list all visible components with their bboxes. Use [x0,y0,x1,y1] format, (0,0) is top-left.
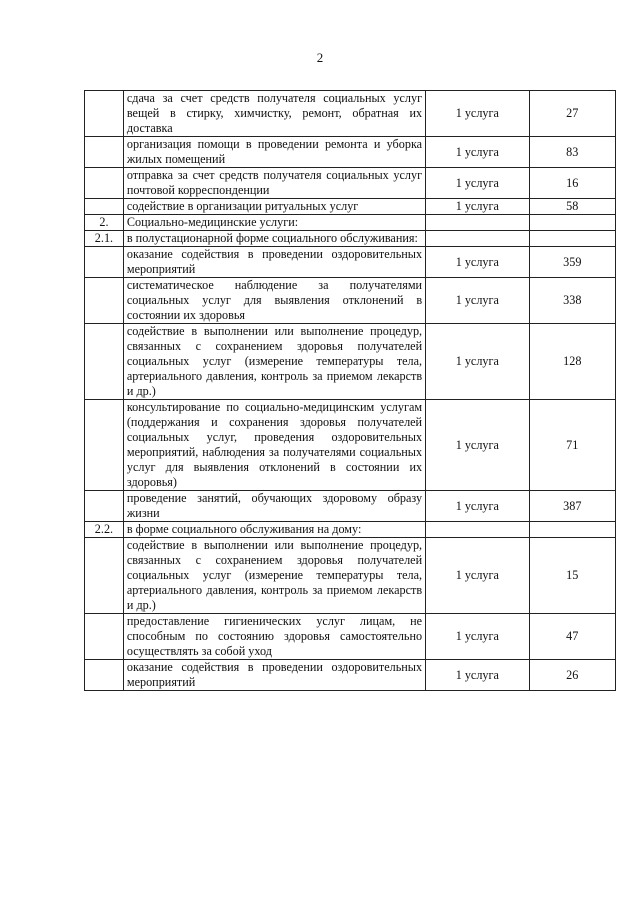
table-row [85,400,616,491]
table-row [85,231,616,247]
row-number: 2.2. [85,522,124,538]
service-description: в полустационарной форме социального обслуживания: [123,231,425,247]
row-number [85,168,124,199]
service-description: содействие в организации ритуальных услуг [123,199,425,215]
unit-of-measure: 1 услуга [426,247,529,278]
row-number [85,278,124,324]
service-description: предоставление гигиенических услуг лицам, не способным по состоянию здоровья самостоятельно осуществлять за собой уход [123,614,425,660]
table-row [85,491,616,522]
page-number: 2 [316,50,324,65]
table-row [85,324,616,400]
table-row [85,522,616,538]
service-description: содействие в выполнении или выполнение процедур, связанных с сохранением здоровья получателей социальных услуг (измерение температуры тела, артериального давления, контроль за приемом лекарств и др.) [123,324,425,400]
unit-of-measure [426,231,529,247]
service-quantity [529,522,615,538]
table-row [85,168,616,199]
row-number [85,491,124,522]
row-number [85,247,124,278]
service-description: систематическое наблюдение за получателями социальных услуг для выявления отклонений в состоянии их здоровья [123,278,425,324]
unit-of-measure: 1 услуга [426,137,529,168]
unit-of-measure: 1 услуга [426,538,529,614]
table-row [85,215,616,231]
service-quantity [529,215,615,231]
unit-of-measure: 1 услуга [426,660,529,691]
service-description: сдача за счет средств получателя социальных услуг вещей в стирку, химчистку, ремонт, обратная их доставка [123,91,425,137]
unit-of-measure: 1 услуга [426,278,529,324]
service-description: в форме социального обслуживания на дому: [123,522,425,538]
row-number [85,660,124,691]
unit-of-measure: 1 услуга [426,614,529,660]
service-quantity: 338 [529,278,615,324]
table-row [85,137,616,168]
table-row [85,247,616,278]
table-row [85,614,616,660]
service-quantity: 47 [529,614,615,660]
table-row [85,91,616,137]
service-quantity [529,231,615,247]
row-number [85,199,124,215]
row-number [85,91,124,137]
service-quantity: 359 [529,247,615,278]
service-quantity: 15 [529,538,615,614]
service-quantity: 26 [529,660,615,691]
unit-of-measure: 1 услуга [426,168,529,199]
row-number [85,614,124,660]
service-quantity: 83 [529,137,615,168]
unit-of-measure: 1 услуга [426,324,529,400]
service-quantity: 387 [529,491,615,522]
service-quantity: 71 [529,400,615,491]
service-description: оказание содействия в проведении оздоровительных мероприятий [123,660,425,691]
row-number [85,400,124,491]
service-description: отправка за счет средств получателя социальных услуг почтовой корреспонденции [123,168,425,199]
unit-of-measure: 1 услуга [426,91,529,137]
service-quantity: 16 [529,168,615,199]
row-number [85,137,124,168]
row-number: 2. [85,215,124,231]
table-row [85,660,616,691]
row-number [85,538,124,614]
service-quantity: 27 [529,91,615,137]
row-number: 2.1. [85,231,124,247]
unit-of-measure [426,522,529,538]
service-description: консультирование по социально-медицинским услугам (поддержания и сохранения здоровья получателей социальных услуг, проведения оздоровительных мероприятий, наблюдения за получателями социальных услуг для выявления отклонений в состоянии их здоровья) [123,400,425,491]
table-row [85,199,616,215]
service-description: организация помощи в проведении ремонта и уборка жилых помещений [123,137,425,168]
service-description: содействие в выполнении или выполнение процедур, связанных с сохранением здоровья получателей социальных услуг (измерение температуры тела, артериального давления, контроль за приемом лекарств и др.) [123,538,425,614]
table-row [85,278,616,324]
service-description: проведение занятий, обучающих здоровому образу жизни [123,491,425,522]
services-table [84,90,616,691]
unit-of-measure: 1 услуга [426,199,529,215]
service-description: Социально-медицинские услуги: [123,215,425,231]
service-description: оказание содействия в проведении оздоровительных мероприятий [123,247,425,278]
unit-of-measure: 1 услуга [426,400,529,491]
table-row [85,538,616,614]
service-quantity: 58 [529,199,615,215]
unit-of-measure: 1 услуга [426,491,529,522]
service-quantity: 128 [529,324,615,400]
unit-of-measure [426,215,529,231]
row-number [85,324,124,400]
